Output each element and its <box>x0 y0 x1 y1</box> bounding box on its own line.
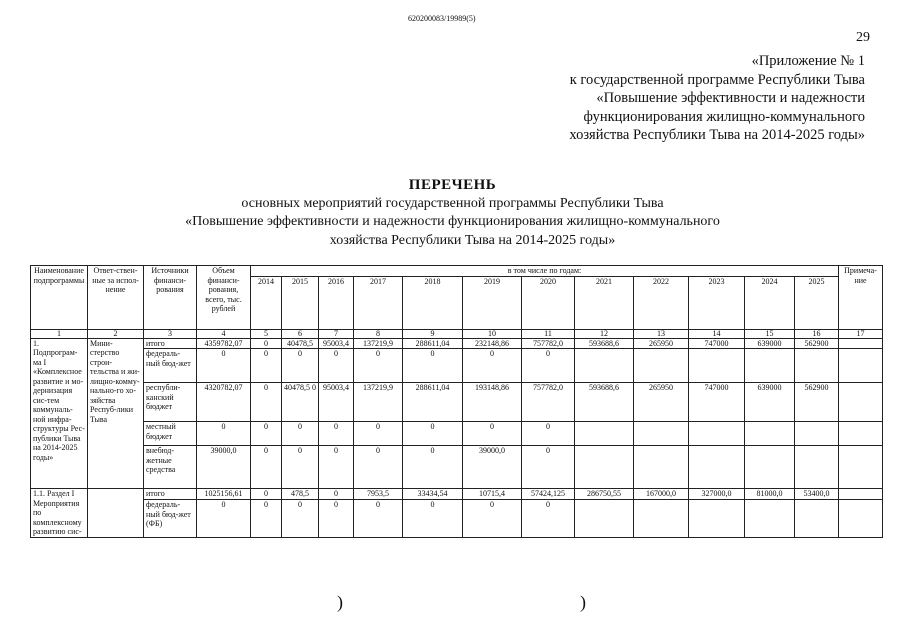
year-value-cell: 193148,86 <box>463 383 522 422</box>
year-value-cell: 167000,0 <box>634 489 689 500</box>
column-number: 1 <box>31 329 88 338</box>
year-value-cell <box>745 446 795 489</box>
total-cell: 0 <box>197 500 251 537</box>
appendix-line: хозяйства Республики Тыва на 2014-2025 годы» <box>569 127 865 143</box>
note-cell <box>839 338 883 349</box>
source-cell: внебюд-жетные средства <box>144 446 197 489</box>
year-value-cell <box>689 446 745 489</box>
measures-table <box>30 265 883 538</box>
year-value-cell: 0 <box>251 383 282 422</box>
appendix-line: к государственной программе Республики Тыва <box>569 71 865 88</box>
data-row <box>31 446 883 489</box>
note-cell <box>839 349 883 383</box>
column-number: 17 <box>839 329 883 338</box>
total-cell: 4359782,07 <box>197 338 251 349</box>
source-cell: местный бюджет <box>144 422 197 446</box>
total-cell: 1025156,61 <box>197 489 251 500</box>
responsible-cell: Мини-стерство строи-тельства и жи-лищно-комму-нально-го хо-зяйства Респуб-лики Тыва <box>88 338 144 489</box>
year-value-cell: 0 <box>463 500 522 537</box>
year-value-cell: 95003,4 <box>319 338 354 349</box>
year-value-cell: 0 <box>319 489 354 500</box>
year-value-cell: 265950 <box>634 338 689 349</box>
year-value-cell <box>634 349 689 383</box>
year-header: 2014 <box>251 276 282 329</box>
year-header: 2022 <box>634 276 689 329</box>
year-value-cell: 10715,4 <box>463 489 522 500</box>
year-value-cell: 39000,0 <box>463 446 522 489</box>
column-number: 16 <box>795 329 839 338</box>
year-header: 2021 <box>575 276 634 329</box>
year-value-cell: 747000 <box>689 338 745 349</box>
year-value-cell: 40478,5 0 <box>282 383 319 422</box>
year-value-cell: 0 <box>251 500 282 537</box>
year-value-cell: 0 <box>354 349 403 383</box>
header-years-group: в том числе по годам: <box>251 266 839 277</box>
header-responsible: Ответ-ствен-ные за испол-нение <box>88 266 144 330</box>
year-value-cell <box>575 500 634 537</box>
year-value-cell: 0 <box>354 500 403 537</box>
year-value-cell: 7953,5 <box>354 489 403 500</box>
appendix-header <box>445 52 865 145</box>
year-value-cell: 593688,6 <box>575 338 634 349</box>
source-cell: республи-канский бюджет <box>144 383 197 422</box>
year-value-cell: 0 <box>251 489 282 500</box>
year-value-cell: 232148,86 <box>463 338 522 349</box>
year-value-cell: 478,5 <box>282 489 319 500</box>
title-heading: ПЕРЕЧЕНЬ <box>408 177 497 193</box>
year-value-cell: 0 <box>463 349 522 383</box>
note-cell <box>839 422 883 446</box>
year-value-cell: 0 <box>251 446 282 489</box>
year-value-cell: 0 <box>282 446 319 489</box>
year-value-cell <box>634 500 689 537</box>
year-value-cell: 0 <box>354 422 403 446</box>
year-value-cell: 0 <box>354 446 403 489</box>
column-number: 2 <box>88 329 144 338</box>
column-number: 11 <box>522 329 575 338</box>
section-block <box>31 489 883 538</box>
title-line: основных мероприятий государственной программы Республики Тыва <box>241 195 664 211</box>
year-value-cell: 0 <box>319 500 354 537</box>
year-value-cell: 0 <box>403 422 463 446</box>
year-header: 2018 <box>403 276 463 329</box>
year-value-cell: 0 <box>403 349 463 383</box>
year-value-cell <box>745 349 795 383</box>
subprogram-name-cell: 1.1. Раздел I Мероприятия по комплексному развитию сис- <box>31 489 88 538</box>
source-cell: итого <box>144 489 197 500</box>
data-row <box>31 338 883 349</box>
document-id: 620200083/19989(5) <box>408 14 476 23</box>
total-cell: 39000,0 <box>197 446 251 489</box>
year-value-cell: 40478,5 <box>282 338 319 349</box>
year-value-cell: 0 <box>282 500 319 537</box>
year-value-cell <box>795 500 839 537</box>
year-value-cell: 327000,0 <box>689 489 745 500</box>
column-number: 5 <box>251 329 282 338</box>
year-value-cell <box>575 446 634 489</box>
year-value-cell <box>689 349 745 383</box>
data-row <box>31 500 883 537</box>
year-value-cell: 0 <box>282 422 319 446</box>
appendix-line: «Приложение № 1 <box>751 53 865 69</box>
data-row <box>31 383 883 422</box>
year-value-cell: 286750,55 <box>575 489 634 500</box>
year-value-cell: 0 <box>403 500 463 537</box>
data-row <box>31 349 883 383</box>
year-value-cell <box>634 446 689 489</box>
year-value-cell: 562900 <box>795 338 839 349</box>
year-value-cell: 288611,04 <box>403 383 463 422</box>
year-value-cell: 639000 <box>745 383 795 422</box>
column-number: 15 <box>745 329 795 338</box>
year-value-cell: 0 <box>282 349 319 383</box>
responsible-cell <box>88 489 144 538</box>
year-value-cell: 0 <box>251 349 282 383</box>
year-header: 2017 <box>354 276 403 329</box>
year-value-cell: 0 <box>251 338 282 349</box>
year-value-cell: 639000 <box>745 338 795 349</box>
note-cell <box>839 500 883 537</box>
document-title <box>0 176 905 250</box>
year-value-cell <box>795 446 839 489</box>
title-line: хозяйства Республики Тыва на 2014-2025 годы» <box>329 232 616 248</box>
column-number: 8 <box>354 329 403 338</box>
year-value-cell: 0 <box>319 349 354 383</box>
column-number: 7 <box>319 329 354 338</box>
column-number: 6 <box>282 329 319 338</box>
column-number: 4 <box>197 329 251 338</box>
year-header: 2015 <box>282 276 319 329</box>
year-value-cell <box>575 422 634 446</box>
year-header: 2019 <box>463 276 522 329</box>
year-value-cell: 0 <box>403 446 463 489</box>
year-value-cell <box>745 422 795 446</box>
total-cell: 0 <box>197 422 251 446</box>
page-number: 29 <box>856 30 870 45</box>
year-value-cell <box>689 500 745 537</box>
source-cell: итого <box>144 338 197 349</box>
year-header: 2025 <box>795 276 839 329</box>
subprogram-name-cell: 1. Подпрограм-ма I «Комплексное развитие и мо-дернизация сис-тем коммуналь-ной инфра-структуры Рес-публики Тыва на 2014-2025 годы» <box>31 338 88 489</box>
data-row <box>31 489 883 500</box>
year-value-cell: 265950 <box>634 383 689 422</box>
column-number: 13 <box>634 329 689 338</box>
year-value-cell: 0 <box>251 422 282 446</box>
column-number: 9 <box>403 329 463 338</box>
header-name: Наименование подпрограммы <box>31 266 88 330</box>
year-value-cell <box>795 422 839 446</box>
year-header: 2016 <box>319 276 354 329</box>
year-value-cell <box>634 422 689 446</box>
scan-mark: ) <box>337 592 343 612</box>
year-value-cell: 0 <box>522 422 575 446</box>
column-number: 14 <box>689 329 745 338</box>
year-value-cell: 137219,9 <box>354 338 403 349</box>
scan-mark: ) <box>580 592 586 612</box>
year-value-cell: 0 <box>319 422 354 446</box>
note-cell <box>839 383 883 422</box>
year-value-cell: 0 <box>463 422 522 446</box>
source-cell: федераль-ный бюд-жет <box>144 349 197 383</box>
column-number-row <box>31 329 883 338</box>
year-value-cell <box>575 349 634 383</box>
year-value-cell: 0 <box>522 349 575 383</box>
total-cell: 4320782,07 <box>197 383 251 422</box>
year-value-cell: 137219,9 <box>354 383 403 422</box>
year-value-cell: 81000,0 <box>745 489 795 500</box>
year-header: 2023 <box>689 276 745 329</box>
total-cell: 0 <box>197 349 251 383</box>
subprogram-block <box>31 338 883 489</box>
year-value-cell: 757782,0 <box>522 338 575 349</box>
year-value-cell: 747000 <box>689 383 745 422</box>
header-source: Источники финанси-рования <box>144 266 197 330</box>
year-value-cell <box>745 500 795 537</box>
header-note: Примеча-ние <box>839 266 883 330</box>
year-value-cell <box>795 349 839 383</box>
year-value-cell: 288611,04 <box>403 338 463 349</box>
appendix-line: «Повышение эффективности и надежности <box>596 90 865 106</box>
year-value-cell: 0 <box>522 446 575 489</box>
year-header: 2024 <box>745 276 795 329</box>
year-value-cell: 53400,0 <box>795 489 839 500</box>
year-value-cell: 593688,6 <box>575 383 634 422</box>
data-row <box>31 422 883 446</box>
year-header: 2020 <box>522 276 575 329</box>
year-value-cell: 0 <box>522 500 575 537</box>
year-value-cell: 0 <box>319 446 354 489</box>
column-number: 3 <box>144 329 197 338</box>
year-value-cell: 757782,0 <box>522 383 575 422</box>
appendix-line: функционирования жилищно-коммунального <box>583 108 865 125</box>
column-number: 10 <box>463 329 522 338</box>
year-value-cell: 33434,54 <box>403 489 463 500</box>
source-cell: федераль-ный бюд-жет (ФБ) <box>144 500 197 537</box>
column-number: 12 <box>575 329 634 338</box>
header-total: Объем финанси-рования, всего, тыс. рублей <box>197 266 251 330</box>
note-cell <box>839 446 883 489</box>
note-cell <box>839 489 883 500</box>
year-value-cell: 95003,4 <box>319 383 354 422</box>
year-value-cell: 57424,125 <box>522 489 575 500</box>
year-value-cell <box>689 422 745 446</box>
title-line: «Повышение эффективности и надежности функционирования жилищно-коммунального <box>185 214 720 229</box>
year-value-cell: 562900 <box>795 383 839 422</box>
